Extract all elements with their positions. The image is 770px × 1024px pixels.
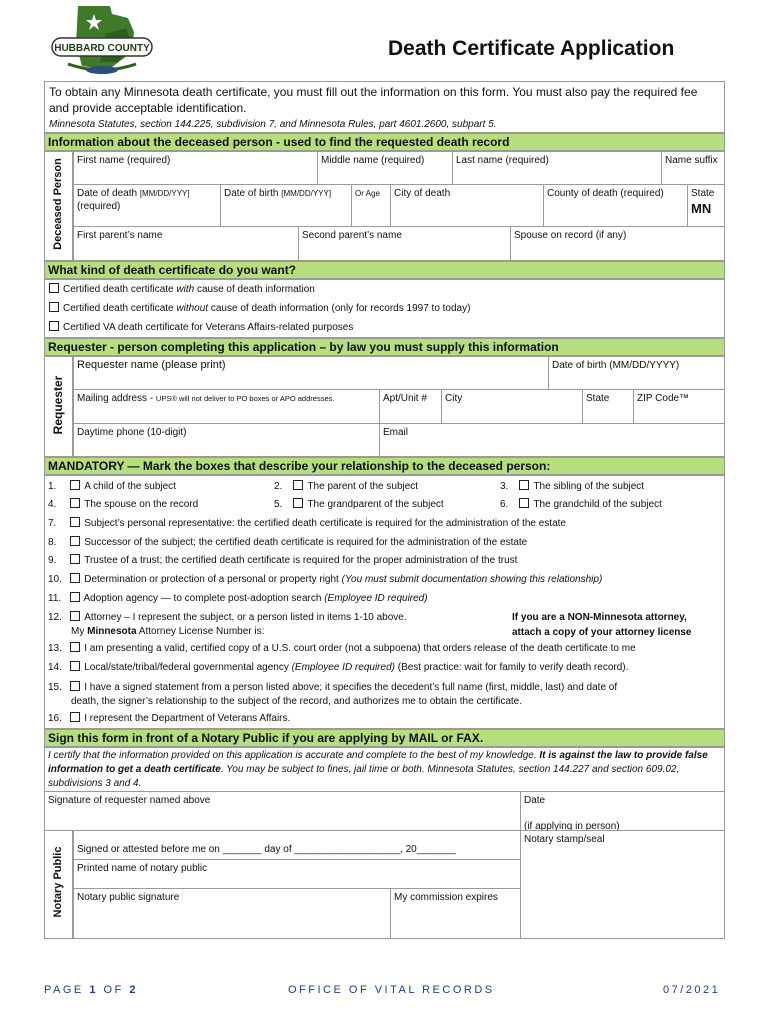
first-name-field[interactable]	[73, 151, 318, 185]
notary-signature-label: Notary public signature	[77, 892, 180, 903]
page-of: OF	[97, 984, 130, 996]
requester-signature-label: Signature of requester named above	[48, 795, 211, 806]
date-of-death-required: (required)	[77, 201, 121, 212]
date-of-birth-format: [MM/DD/YYY]	[281, 189, 332, 198]
signature-date-note: (if applying in person)	[524, 821, 620, 832]
requester-signature-field[interactable]	[44, 791, 521, 831]
mailing-address-note: UPS® will not deliver to PO boxes or APO addresses.	[155, 394, 335, 403]
attorney-license-text-a: My	[71, 626, 88, 637]
kind-option-with-cause-text-b: with	[176, 284, 195, 295]
date-of-birth-label: Date of birth	[224, 188, 279, 199]
relationship-15-text-a: I have a signed statement from a person listed above; it specifies the decedent’s full name (first, middle, last) and date of	[84, 682, 618, 693]
age-field[interactable]	[351, 184, 391, 227]
city-of-death-label: City of death	[394, 188, 451, 199]
page-title: Death Certificate Application	[388, 37, 675, 60]
county-of-death-label: County of death (required)	[547, 188, 664, 199]
email-field[interactable]	[379, 423, 725, 457]
kind-option-va-text: Certified VA death certificate for Veterans Affairs-related purposes	[63, 322, 354, 333]
kind-option-without-cause[interactable]	[49, 302, 470, 314]
mandatory-section-header-text: MANDATORY — Mark the boxes that describe your relationship to the deceased person:	[48, 459, 551, 473]
certify-text-b: It is against the law to provide false information to get a death certificate	[48, 750, 708, 775]
middle-name-label: Middle name (required)	[321, 155, 425, 166]
second-parent-field[interactable]	[298, 226, 511, 261]
kind-option-with-cause-text-a: Certified death certificate	[63, 284, 177, 295]
relationship-9-text: Trustee of a trust; the certified death certificate is required for the proper administration of the trust	[84, 555, 518, 566]
relationship-14-text-b: (Employee ID required)	[291, 662, 395, 673]
relationship-3-checkbox[interactable]	[519, 480, 529, 490]
county-logo	[48, 4, 156, 78]
date-of-birth-field[interactable]	[220, 184, 352, 227]
relationship-7-text: Subject’s personal representative: the certified death certificate is required for the administration of the estate	[84, 518, 566, 529]
attorney-license-line[interactable]	[71, 626, 264, 637]
relationship-15-checkbox[interactable]	[70, 681, 80, 691]
relationship-10-text-b: (You must submit documentation showing this relationship)	[341, 574, 603, 585]
certify-text-c: . You may be subject to fines, jail time or both. Minnesota Statutes, section 144.227 and section 609.02, subdivisions 3 and 4.	[48, 764, 680, 789]
requester-side-label: Requester	[51, 375, 65, 435]
relationship-13-checkbox[interactable]	[70, 642, 80, 652]
attorney-note-line-1: If you are a NON-Minnesota attorney,	[512, 612, 687, 623]
kind-section-header	[44, 261, 725, 279]
email-label: Email	[383, 427, 409, 438]
intro-text: To obtain any Minnesota death certificate, you must fill out the information on this form. You must also pay the required fee and provide acceptable identification.	[49, 85, 698, 115]
certify-text-a: I certify that the information provided on this application is accurate and complete to the best of my knowledge.	[48, 750, 540, 761]
relationship-5-checkbox[interactable]	[293, 498, 303, 508]
relationship-12[interactable]: 12. Attorney – I represent the subject, or a person listed in items 1-10 above.	[48, 612, 407, 623]
kind-option-with-cause-checkbox[interactable]	[49, 283, 59, 293]
relationship-8[interactable]: 8. Successor of the subject; the certified death certificate is required for the administration of the estate	[48, 537, 528, 548]
relationship-14-text-c: (Best practice: wait for family to verify death record).	[394, 662, 629, 673]
relationship-7-checkbox[interactable]	[70, 517, 80, 527]
relationship-16-checkbox[interactable]	[70, 712, 80, 722]
second-parent-label: Second parent’s name	[302, 230, 402, 241]
relationship-15-text-b: death, the signer’s relationship to the subject of the record, and authorizes me to obtain the certificate.	[71, 696, 523, 707]
relationship-10-checkbox[interactable]	[70, 573, 80, 583]
notary-printed-name-label: Printed name of notary public	[77, 863, 208, 874]
attorney-license-text-b: Minnesota	[87, 626, 137, 637]
kind-option-without-cause-checkbox[interactable]	[49, 302, 59, 312]
apt-unit-label: Apt/Unit #	[383, 393, 427, 404]
relationship-12-text: Attorney – I represent the subject, or a person listed in items 1-10 above.	[84, 612, 407, 623]
signature-date-label: Date	[524, 795, 546, 806]
page-current: 1	[89, 984, 98, 996]
relationship-6-text: The grandchild of the subject	[533, 499, 662, 510]
name-suffix-field[interactable]	[661, 151, 725, 185]
notary-stamp-field[interactable]	[520, 830, 725, 939]
relationship-7[interactable]: 7. Subject’s personal representative: the certified death certificate is required for the administration of the estate	[48, 518, 566, 529]
office-name: OFFICE OF VITAL RECORDS	[288, 984, 495, 996]
city-field[interactable]	[441, 389, 583, 424]
name-suffix-label: Name suffix	[665, 155, 718, 166]
notary-attestation-field[interactable]	[73, 830, 521, 860]
commission-expires-label: My commission expires	[394, 892, 498, 903]
relationship-15-continued	[71, 696, 522, 707]
relationship-1-text: A child of the subject	[84, 481, 176, 492]
relationship-15[interactable]: 15. I have a signed statement from a person listed above; it specifies the decedent’s full name (first, middle, last) and date of	[48, 682, 618, 693]
relationship-16-text: I represent the Department of Veterans Affairs.	[84, 713, 291, 724]
relationship-13-text: I am presenting a valid, certified copy of a U.S. court order (not a subpoena) that orders release of the death certificate to me	[84, 643, 636, 654]
svg-text:HUBBARD COUNTY: HUBBARD COUNTY	[54, 43, 150, 54]
kind-option-with-cause[interactable]	[49, 283, 315, 295]
date-of-death-field[interactable]	[73, 184, 221, 227]
requester-section-header	[44, 338, 725, 356]
relationship-9-checkbox[interactable]	[70, 554, 80, 564]
relationship-4-text: The spouse on the record	[84, 499, 199, 510]
notary-section-header	[44, 729, 725, 747]
relationship-11-checkbox[interactable]	[70, 592, 80, 602]
county-of-death-field[interactable]	[543, 184, 688, 227]
requester-state-label: State	[586, 393, 610, 404]
form-date: 07/2021	[663, 984, 721, 996]
relationship-1[interactable]: 1. A child of the subject	[48, 481, 176, 492]
relationship-6-checkbox[interactable]	[519, 498, 529, 508]
commission-expires-field[interactable]	[390, 888, 521, 939]
zip-code-label: ZIP Code™	[637, 393, 690, 404]
attorney-note	[512, 610, 692, 640]
relationship-2[interactable]: 2. The parent of the subject	[274, 481, 419, 492]
relationship-14[interactable]: 14. Local/state/tribal/federal governmental agency (Employee ID required) (Best practice: wait for family to verify death record).	[48, 662, 629, 673]
relationship-9[interactable]: 9. Trustee of a trust; the certified death certificate is required for the proper administration of the trust	[48, 555, 518, 566]
requester-state-field[interactable]	[582, 389, 634, 424]
relationship-11-text-b: (Employee ID required)	[324, 593, 428, 604]
relationship-4-checkbox[interactable]	[70, 498, 80, 508]
kind-option-va-checkbox[interactable]	[49, 321, 59, 331]
city-label: City	[445, 393, 463, 404]
attorney-license-text-c: Attorney License Number is:	[136, 626, 265, 637]
relationship-11[interactable]: 11. Adoption agency — to complete post-adoption search (Employee ID required)	[48, 593, 428, 604]
kind-section-header-text: What kind of death certificate do you want?	[48, 263, 297, 277]
city-of-death-field[interactable]	[390, 184, 544, 227]
spouse-label: Spouse on record (if any)	[514, 230, 627, 241]
kind-option-without-cause-text-b: without	[176, 303, 209, 314]
requester-section-header-text: Requester - person completing this application – by law you must supply this information	[48, 340, 559, 354]
relationship-12-checkbox[interactable]	[70, 611, 80, 621]
notary-attestation-label: Signed or attested before me on _______ day of ___________________, 20_______	[77, 844, 456, 855]
mailing-address-label: Mailing address -	[77, 393, 156, 404]
notary-signature-field[interactable]	[73, 888, 391, 939]
first-parent-label: First parent’s name	[77, 230, 163, 241]
apt-unit-field[interactable]	[379, 389, 442, 424]
mandatory-section-header	[44, 457, 725, 475]
middle-name-field[interactable]	[317, 151, 453, 185]
notary-section-header-text: Sign this form in front of a Notary Public if you are applying by MAIL or FAX.	[48, 731, 484, 745]
deceased-section-header-text: Information about the deceased person - used to find the requested death record	[48, 135, 510, 149]
relationship-5-text: The grandparent of the subject	[307, 499, 444, 510]
age-label: Or Age	[355, 189, 380, 198]
relationship-4[interactable]: 4. The spouse on the record	[48, 499, 199, 510]
relationship-14-checkbox[interactable]	[70, 661, 80, 671]
first-parent-field[interactable]	[73, 226, 299, 261]
relationship-14-text-a: Local/state/tribal/federal governmental agency	[84, 662, 292, 673]
daytime-phone-field[interactable]	[73, 423, 380, 457]
kind-option-va[interactable]	[49, 321, 353, 333]
first-name-label: First name (required)	[77, 155, 171, 166]
requester-dob-field[interactable]	[548, 356, 725, 390]
relationship-3[interactable]: 3. The sibling of the subject	[500, 481, 645, 492]
relationship-11-text-a: Adoption agency — to complete post-adoption search	[83, 593, 325, 604]
state-value: MN	[691, 201, 712, 216]
relationship-3-text: The sibling of the subject	[533, 481, 645, 492]
date-of-death-format: [MM/DD/YYY]	[139, 189, 190, 198]
daytime-phone-label: Daytime phone (10-digit)	[77, 427, 187, 438]
page-number	[44, 984, 138, 996]
date-of-death-label: Date of death	[77, 188, 138, 199]
deceased-section-header	[44, 133, 725, 151]
notary-side-label: Notary Public	[52, 846, 64, 918]
relationship-1-checkbox[interactable]	[70, 480, 80, 490]
last-name-field[interactable]	[452, 151, 662, 185]
relationship-2-checkbox[interactable]	[293, 480, 303, 490]
relationship-16[interactable]: 16. I represent the Department of Veterans Affairs.	[48, 713, 291, 724]
requester-name-label: Requester name (please print)	[77, 359, 226, 371]
relationship-13[interactable]: 13. I am presenting a valid, certified copy of a U.S. court order (not a subpoena) that orders release of the death certificate to me	[48, 643, 636, 654]
relationship-8-checkbox[interactable]	[70, 536, 80, 546]
relationship-6[interactable]: 6. The grandchild of the subject	[500, 499, 662, 510]
requester-name-field[interactable]	[73, 356, 549, 390]
notary-printed-name-field[interactable]	[73, 859, 521, 889]
attorney-note-line-2: attach a copy of your attorney license	[512, 627, 692, 638]
spouse-field[interactable]	[510, 226, 725, 261]
state-label: State	[691, 188, 715, 199]
last-name-label: Last name (required)	[456, 155, 549, 166]
zip-code-field[interactable]	[633, 389, 725, 424]
relationship-10[interactable]: 10. Determination or protection of a personal or property right (You must submit documentation showing this relationship)	[48, 574, 603, 585]
deceased-side-label: Deceased Person	[52, 158, 64, 250]
kind-option-without-cause-text-c: cause of death information (only for records 1997 to today)	[208, 303, 471, 314]
relationship-2-text: The parent of the subject	[307, 481, 419, 492]
intro-statute: Minnesota Statutes, section 144.225, subdivision 7, and Minnesota Rules, part 4601.2600, subpart 5.	[49, 119, 497, 130]
requester-dob-label: Date of birth (MM/DD/YYYY)	[552, 360, 680, 371]
state-field	[687, 184, 725, 227]
notary-stamp-label: Notary stamp/seal	[524, 834, 605, 845]
page-label: PAGE	[44, 984, 90, 996]
kind-option-with-cause-text-c: cause of death information	[194, 284, 315, 295]
relationship-10-text-a: Determination or protection of a personal or property right	[84, 574, 342, 585]
mailing-address-field[interactable]	[73, 389, 380, 424]
page-total: 2	[129, 984, 138, 996]
relationship-8-text: Successor of the subject; the certified death certificate is required for the administration of the estate	[84, 537, 528, 548]
relationship-5[interactable]: 5. The grandparent of the subject	[274, 499, 444, 510]
certify-text	[48, 749, 720, 791]
signature-date-field[interactable]	[520, 791, 725, 831]
kind-option-without-cause-text-a: Certified death certificate	[63, 303, 177, 314]
